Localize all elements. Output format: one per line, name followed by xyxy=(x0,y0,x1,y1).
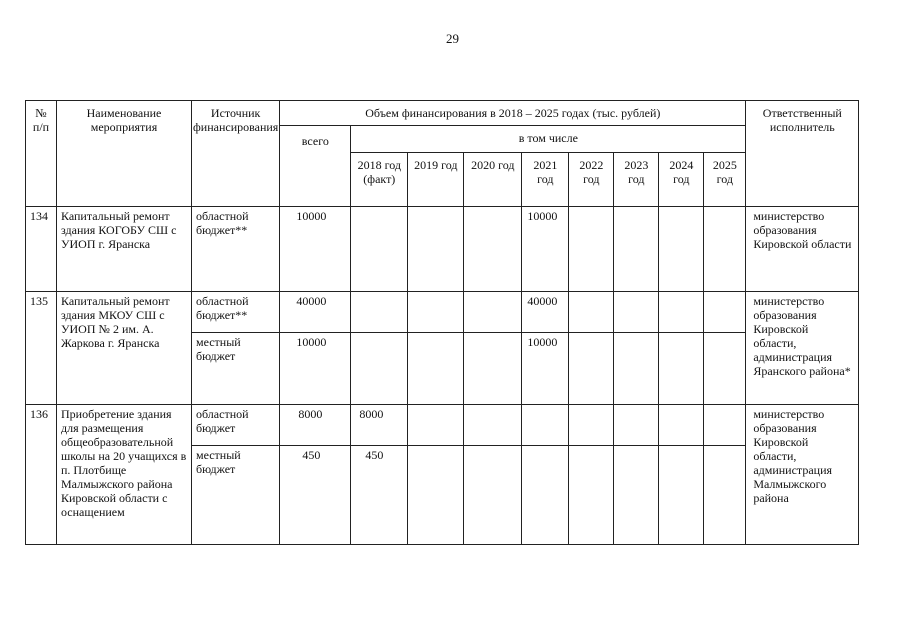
row-2024 xyxy=(659,207,704,292)
row-total: 8000 xyxy=(280,405,351,446)
row-2025 xyxy=(704,333,746,405)
funding-table xyxy=(25,100,859,545)
row-2021 xyxy=(522,405,569,446)
row-2019 xyxy=(408,405,464,446)
page-number: 29 xyxy=(446,31,459,46)
row-2022 xyxy=(569,405,614,446)
row-source: областной бюджет** xyxy=(192,207,280,292)
row-2023 xyxy=(614,207,659,292)
row-name: Капитальный ремонт здания МКОУ СШ с УИОП № 2 им. А. Жаркова г. Яранска xyxy=(57,292,192,405)
header-year-2024: 2024 год xyxy=(659,153,704,207)
row-2018 xyxy=(351,292,408,333)
header-funding: Объем финансирования в 2018 – 2025 годах (тыс. рублей) xyxy=(280,101,746,126)
row-2018: 8000 xyxy=(351,405,408,446)
header-year-2019: 2019 год xyxy=(408,153,464,207)
row-name: Приобретение здания для размещения общеобразовательной школы на 20 учащихся в п. Плотбище Малмыжского района Кировской области с оснащением xyxy=(57,405,192,545)
row-source: областной бюджет** xyxy=(192,292,280,333)
header-including: в том числе xyxy=(351,126,746,153)
row-num: 136 xyxy=(26,405,57,545)
header-year-2021: 2021 год xyxy=(522,153,569,207)
row-2025 xyxy=(704,292,746,333)
row-2023 xyxy=(614,446,659,545)
row-2024 xyxy=(659,405,704,446)
row-2020 xyxy=(464,292,522,333)
header-total: всего xyxy=(280,126,351,207)
row-2022 xyxy=(569,292,614,333)
row-2019 xyxy=(408,292,464,333)
row-2023 xyxy=(614,292,659,333)
table-row xyxy=(26,207,859,292)
row-total: 10000 xyxy=(280,333,351,405)
table-row xyxy=(26,292,859,333)
row-2021 xyxy=(522,446,569,545)
header-responsible: Ответственный исполнитель xyxy=(746,101,859,207)
row-2020 xyxy=(464,333,522,405)
header-name: Наименование мероприятия xyxy=(57,101,192,207)
row-num: 134 xyxy=(26,207,57,292)
header-year-2020: 2020 год xyxy=(464,153,522,207)
row-2023 xyxy=(614,333,659,405)
row-2024 xyxy=(659,292,704,333)
row-2018: 450 xyxy=(351,446,408,545)
row-total: 10000 xyxy=(280,207,351,292)
table-row xyxy=(26,405,859,446)
row-total: 450 xyxy=(280,446,351,545)
row-2024 xyxy=(659,333,704,405)
row-2018 xyxy=(351,207,408,292)
row-2022 xyxy=(569,446,614,545)
row-2018 xyxy=(351,333,408,405)
row-2025 xyxy=(704,207,746,292)
header-year-2018: 2018 год (факт) xyxy=(351,153,408,207)
row-2021: 40000 xyxy=(522,292,569,333)
row-source: местный бюджет xyxy=(192,446,280,545)
row-2025 xyxy=(704,405,746,446)
row-2020 xyxy=(464,207,522,292)
row-2021: 10000 xyxy=(522,333,569,405)
header-num: № п/п xyxy=(26,101,57,207)
row-total: 40000 xyxy=(280,292,351,333)
header-year-2025: 2025 год xyxy=(704,153,746,207)
row-2022 xyxy=(569,333,614,405)
header-source: Источник финансирования xyxy=(192,101,280,207)
row-responsible: министерство образования Кировской области, администрация Яранского района* xyxy=(746,292,859,405)
row-name: Капитальный ремонт здания КОГОБУ СШ с УИОП г. Яранска xyxy=(57,207,192,292)
row-2019 xyxy=(408,333,464,405)
row-2020 xyxy=(464,446,522,545)
row-source: местный бюджет xyxy=(192,333,280,405)
row-2023 xyxy=(614,405,659,446)
row-2022 xyxy=(569,207,614,292)
row-responsible: министерство образования Кировской области, администрация Малмыжского района xyxy=(746,405,859,545)
row-source: областной бюджет xyxy=(192,405,280,446)
row-num: 135 xyxy=(26,292,57,405)
row-2020 xyxy=(464,405,522,446)
header-year-2023: 2023 год xyxy=(614,153,659,207)
header-year-2022: 2022 год xyxy=(569,153,614,207)
row-2021: 10000 xyxy=(522,207,569,292)
row-2025 xyxy=(704,446,746,545)
row-responsible: министерство образования Кировской области xyxy=(746,207,859,292)
row-2019 xyxy=(408,446,464,545)
row-2019 xyxy=(408,207,464,292)
row-2024 xyxy=(659,446,704,545)
